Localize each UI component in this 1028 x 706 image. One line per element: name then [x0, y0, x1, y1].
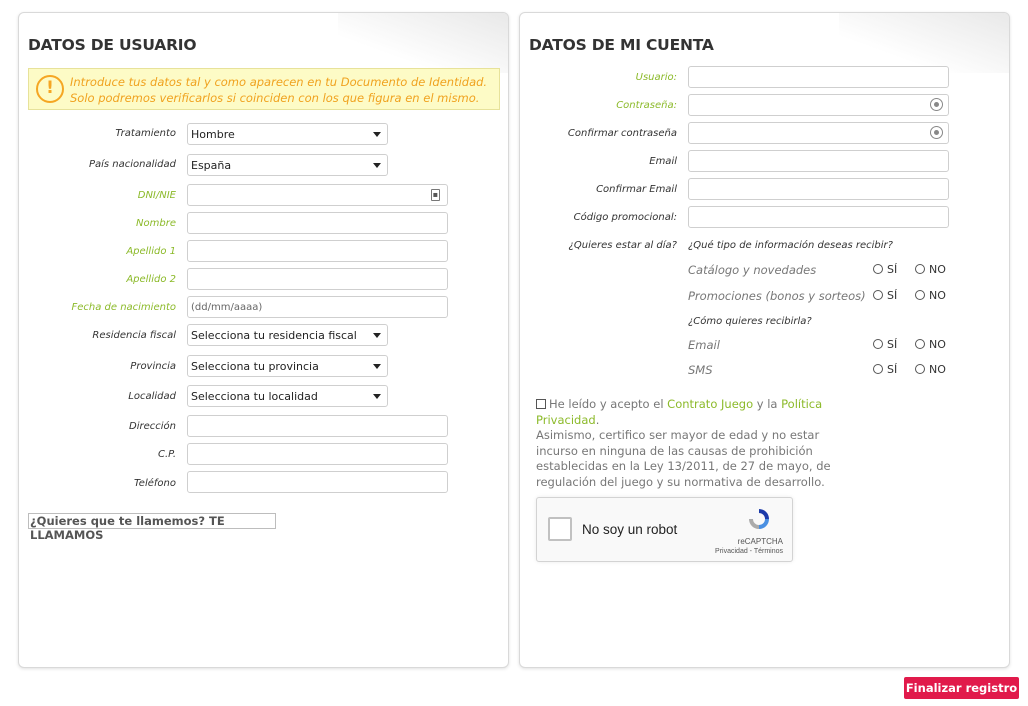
chevron-down-icon: [373, 394, 381, 399]
tratamiento-value: Hombre: [191, 128, 235, 141]
telefono-label: Teléfono: [133, 478, 176, 489]
nacionalidad-value: España: [191, 159, 232, 172]
info-type-question: ¿Qué tipo de información deseas recibir?: [688, 240, 893, 251]
provincia-value: Selecciona tu provincia: [191, 360, 319, 373]
catalog-no-radio[interactable]: [915, 264, 925, 274]
sms-yes-radio[interactable]: [873, 364, 883, 374]
tratamiento-label: Tratamiento: [115, 128, 176, 139]
residencia-label: Residencia fiscal: [92, 330, 176, 341]
age-declaration: Asimismo, certifico ser mayor de edad y no estar incurso en ninguna de las causas de prohibición establecidas en la Ley 13/2011, de 27 de mayo, de regulación del juego y su normativa de desarrollo.: [536, 428, 831, 489]
email-yes-radio[interactable]: [873, 339, 883, 349]
callback-link[interactable]: ¿Quieres que te llamemos? TE LLAMAMOS: [28, 513, 276, 529]
provincia-select[interactable]: [187, 355, 388, 377]
sms-channel-label: SMS: [688, 363, 713, 377]
usuario-label: Usuario:: [635, 72, 677, 83]
recaptcha-widget: [536, 497, 793, 562]
email-yes-label: SÍ: [887, 338, 898, 351]
apellido2-label: Apellido 2: [126, 274, 176, 285]
confirmar-email-input[interactable]: [688, 178, 949, 200]
cp-input[interactable]: [187, 443, 448, 465]
promo-no-radio[interactable]: [915, 290, 925, 300]
nacimiento-placeholder: (dd/mm/aaaa): [191, 302, 263, 313]
show-password-icon[interactable]: [930, 98, 943, 111]
email-no-label: NO: [929, 338, 946, 351]
direccion-label: Dirección: [129, 421, 176, 432]
terms-prefix: He leído y acepto el: [549, 397, 664, 411]
tratamiento-select[interactable]: [187, 123, 388, 145]
email-channel-label: Email: [688, 338, 720, 352]
cp-label: C.P.: [158, 449, 176, 460]
residencia-value: Selecciona tu residencia fiscal: [191, 329, 357, 342]
show-password-icon[interactable]: [930, 126, 943, 139]
apellido2-input[interactable]: [187, 268, 448, 290]
confirmar-contrasena-label: Confirmar contraseña: [567, 128, 677, 139]
apellido1-label: Apellido 1: [126, 246, 176, 257]
id-warning-text: Introduce tus datos tal y como aparecen en tu Documento de Identidad. Solo podremos verificarlos si coinciden con los que figura en el mismo.: [70, 75, 488, 105]
id-card-icon[interactable]: ▪: [432, 190, 439, 199]
promo-no-label: NO: [929, 289, 946, 302]
email-input[interactable]: [688, 150, 949, 172]
localidad-value: Selecciona tu localidad: [191, 390, 318, 403]
contrasena-input[interactable]: [688, 94, 949, 116]
terms-and: y la: [756, 397, 778, 411]
channel-question: ¿Cómo quieres recibirla?: [688, 316, 812, 327]
promo-yes-label: SÍ: [887, 289, 898, 302]
promo-option-label: Promociones (bonos y sorteos): [688, 289, 866, 303]
exclamation-icon: !: [36, 75, 64, 103]
news-label: ¿Quieres estar al día?: [568, 240, 677, 251]
apellido1-input[interactable]: [187, 240, 448, 262]
recaptcha-brand: reCAPTCHA: [737, 537, 783, 546]
catalog-yes-radio[interactable]: [873, 264, 883, 274]
panel-decoration: [338, 13, 508, 73]
terms-checkbox[interactable]: [536, 399, 546, 409]
terms-suffix: .: [595, 412, 600, 427]
recaptcha-links[interactable]: Privacidad - Términos: [715, 548, 783, 555]
chevron-down-icon: [373, 364, 381, 369]
confirmar-email-label: Confirmar Email: [596, 184, 677, 195]
confirmar-contrasena-input[interactable]: [688, 122, 949, 144]
recaptcha-checkbox[interactable]: [548, 517, 572, 541]
account-panel-title: DATOS DE MI CUENTA: [529, 36, 714, 54]
provincia-label: Provincia: [130, 361, 176, 372]
catalog-yes-label: SÍ: [887, 263, 898, 276]
terms-block: [536, 397, 851, 490]
chevron-down-icon: [373, 132, 381, 137]
privacy-link[interactable]: Política Privacidad: [536, 397, 823, 427]
panel-decoration: [839, 13, 1009, 73]
usuario-input[interactable]: [688, 66, 949, 88]
localidad-label: Localidad: [128, 391, 176, 402]
recaptcha-label: No soy un robot: [582, 522, 678, 537]
user-data-panel: [18, 12, 509, 668]
dni-input[interactable]: [187, 184, 448, 206]
contract-link[interactable]: Contrato Juego: [667, 397, 754, 411]
sms-no-label: NO: [929, 363, 946, 376]
finish-registration-button[interactable]: Finalizar registro: [904, 677, 1019, 699]
localidad-select[interactable]: [187, 385, 388, 407]
promo-yes-radio[interactable]: [873, 290, 883, 300]
sms-no-radio[interactable]: [915, 364, 925, 374]
id-warning-box: [28, 68, 500, 110]
email-no-radio[interactable]: [915, 339, 925, 349]
residencia-select[interactable]: [187, 324, 388, 346]
nacimiento-label: Fecha de nacimiento: [71, 302, 176, 313]
catalog-option-label: Catálogo y novedades: [688, 263, 817, 277]
nombre-input[interactable]: [187, 212, 448, 234]
telefono-input[interactable]: [187, 471, 448, 493]
nacimiento-input[interactable]: [187, 296, 448, 318]
account-data-panel: [519, 12, 1010, 668]
nacionalidad-select[interactable]: [187, 154, 388, 176]
dni-label: DNI/NIE: [137, 190, 176, 201]
codigo-input[interactable]: [688, 206, 949, 228]
nacionalidad-label: País nacionalidad: [88, 159, 176, 170]
contrasena-label: Contraseña:: [616, 100, 677, 111]
sms-yes-label: SÍ: [887, 363, 898, 376]
user-panel-title: DATOS DE USUARIO: [28, 36, 197, 54]
recaptcha-icon: [746, 506, 772, 532]
chevron-down-icon: [373, 333, 381, 338]
codigo-label: Código promocional:: [573, 212, 677, 223]
direccion-input[interactable]: [187, 415, 448, 437]
email-label: Email: [649, 156, 677, 167]
nombre-label: Nombre: [136, 218, 176, 229]
chevron-down-icon: [373, 163, 381, 168]
catalog-no-label: NO: [929, 263, 946, 276]
